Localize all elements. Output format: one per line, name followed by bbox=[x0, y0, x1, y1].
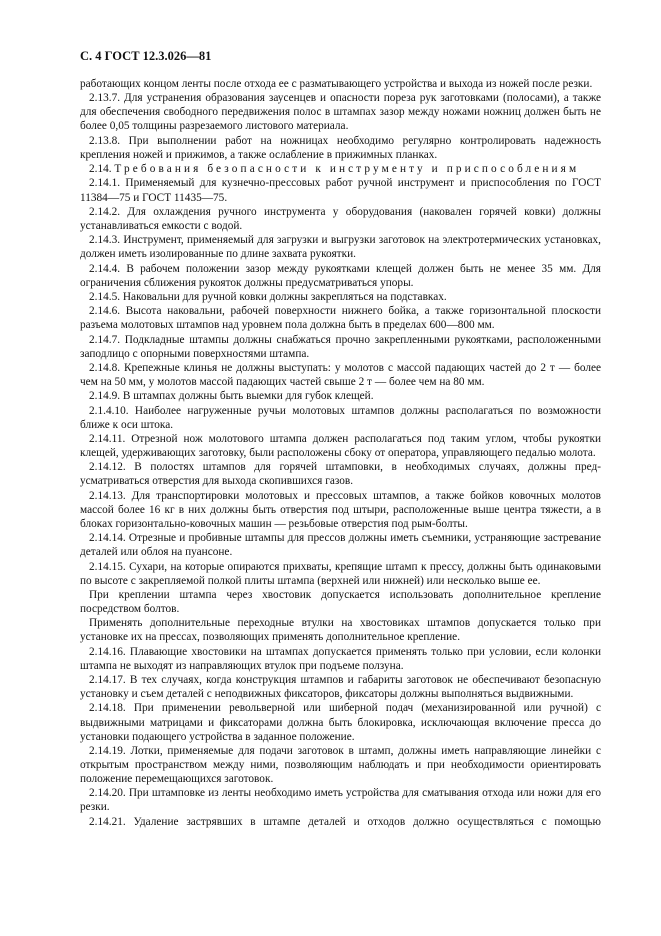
paragraph: 2.14.14. Отрезные и пробивные штампы для прессов должны иметь съемники, устраняющие застревание деталей или облоя на пуансоне. bbox=[80, 532, 601, 559]
paragraph: 2.14.9. В штампах должны быть выемки для губок клещей. bbox=[89, 390, 374, 403]
section-title: Требования безопасности к инструменту и приспособлениям bbox=[114, 163, 580, 176]
section-heading bbox=[80, 162, 601, 176]
paragraph: 2.14.6. Высота наковальни, рабочей поверхности нижнего бойка, а также горизонтальной плоскости разъема молотовых штампов над уровнем пола должна быть в пределах 600—800 мм. bbox=[80, 305, 601, 332]
page-header: С. 4 ГОСТ 12.3.026—81 bbox=[80, 49, 212, 63]
paragraph: 2.14.21. Удаление застрявших в штампе деталей и отходов должно осуществляться с помощью bbox=[89, 815, 601, 828]
paragraph: 2.14.7. Подкладные штампы должны снабжаться прочно закрепленными рукоятками, расположенными заподлицо с опорными поверхностями штампа. bbox=[80, 333, 601, 360]
paragraph: 2.14.13. Для транспортировки молотовых и прессовых штампов, а также бойков ковочных молотов массой более 16 кг в них должны быть отверстия под штыри, расположенные выше центра тяжести, а в блоках горизонтально-ковочных машин — резьбовые отверстия под рым-болты. bbox=[80, 489, 601, 530]
paragraph: 2.14.8. Крепежные клинья не должны выступать: у молотов с массой падающих частей до 2 т — более чем на 50 мм, у молотов массой падающих частей свыше 2 т — более чем на 80 мм. bbox=[80, 361, 601, 389]
paragraph: 2.14.3. Инструмент, применяемый для загрузки и выгрузки заготовок на электротермических установках, должен иметь изолированные по длине захвата рукоятки. bbox=[80, 234, 601, 261]
paragraph: 2.14.16. Плавающие хвостовики на штампах допускается применять только при условии, если колонки штампа не выходят из направляющих втулок при подъеме ползуна. bbox=[80, 645, 601, 672]
paragraph: 2.1.4.10. Наиболее нагруженные ручьи молотовых штампов должны располагаться по возможности ближе к оси штока. bbox=[80, 404, 601, 431]
paragraph: 2.14.20. При штамповке из ленты необходимо иметь устройства для сматывания отхода или ножи для его резки. bbox=[80, 787, 601, 814]
paragraph: 2.14.1. Применяемый для кузнечно-прессовых работ ручной инструмент и приспособления по ГОСТ 11384—75 и ГОСТ 11435—75. bbox=[80, 177, 601, 204]
paragraph: работающих концом ленты после отхода ее с разматывающего устройства и выхода из ножей после резки. bbox=[80, 78, 593, 90]
paragraph: 2.14.17. В тех случаях, когда конструкция штампов и габариты заготовок не обеспечивают безопасную установку и съем деталей с неподвижных фиксаторов, фиксаторы должны выполняться выдвижными. bbox=[80, 674, 601, 701]
document-body bbox=[80, 77, 601, 829]
paragraph: 2.14.15. Сухари, на которые опираются прихваты, крепящие штамп к прессу, должны быть одинаковыми по высоте с закрепляемой полкой плиты штампа (верхней или нижней) или несколько выше ее. bbox=[80, 560, 601, 587]
paragraph: 2.14.4. В рабочем положении зазор между рукоятками клещей должен быть не менее 35 мм. Для ограничения сближения рукояток должны предусматриваться упоры. bbox=[80, 262, 601, 289]
paragraph: 2.14.19. Лотки, применяемые для подачи заготовок в штамп, должны иметь направляющие линейки с открытым пространством между ними, позволяющим наблюдать и при необходимости ориентировать положение перемещающихся заготовок. bbox=[80, 744, 601, 786]
paragraph: 2.14.11. Отрезной нож молотового штампа должен располагаться под таким углом, чтобы рукоятки клещей, удерживающих заготовку, были расположены сбоку от оператора, управляющего педалью молота. bbox=[80, 432, 601, 460]
paragraph: При креплении штампа через хвостовик допускается использовать дополнительное крепление посредством болтов. bbox=[80, 588, 601, 616]
paragraph: 2.14.18. При применении револьверной или шиберной подач (механизированной или ручной) с выдвижными матрицами и фиксаторами должна быть блокировка, исключающая включение пресса до установки подающего устройства в заданное положение. bbox=[80, 702, 601, 743]
section-number: 2.14. bbox=[89, 163, 112, 176]
paragraph: 2.14.12. В полостях штампов для горячей штамповки, в необходимых случаях, должны предусматриваться отверстия для выхода скопившихся газов. bbox=[80, 461, 601, 488]
paragraph: 2.14.2. Для охлаждения ручного инструмента у оборудования (наковален горячей ковки) должны устанавливаться емкости с водой. bbox=[80, 205, 601, 232]
paragraph: 2.14.5. Наковальни для ручной ковки должны закрепляться на подставках. bbox=[89, 290, 447, 303]
paragraph: 2.13.8. При выполнении работ на ножницах необходимо регулярно контролировать надежность крепления ножей и прижимов, а также ослабление в прижимных планках. bbox=[80, 134, 601, 161]
paragraph: Применять дополнительные переходные втулки на хвостовиках штампов допускается только при установке их на прессах, позволяющих применять дополнительное крепление. bbox=[80, 617, 601, 644]
paragraph: 2.13.7. Для устранения образования заусенцев и опасности пореза рук заготовками (полосами), а также для обеспечения свободного передвижения полос в штампах зазор между ножами ножниц должен быть не более 0,05 толщины разрезаемого листового материала. bbox=[80, 92, 601, 133]
